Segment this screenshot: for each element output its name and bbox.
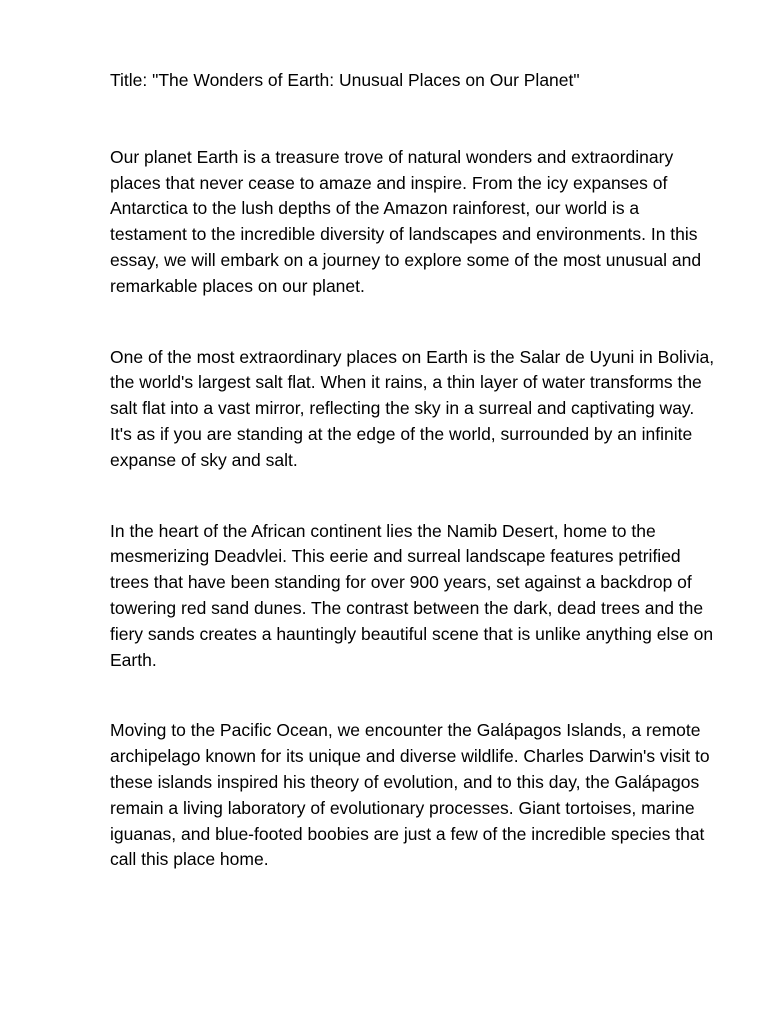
paragraph-galapagos: Moving to the Pacific Ocean, we encounter the Galápagos Islands, a remote archipelago known for its unique and diverse wildlife. Charles Darwin's visit to these islands inspired his theory of evolution, and to this day, the Galápagos remain a living laboratory of evolutionary processes. Giant tortoises, marine iguanas, and blue-footed boobies are just a few of the incredible species that call this place home. (110, 720, 710, 870)
paragraph-salar-de-uyuni: One of the most extraordinary places on Earth is the Salar de Uyuni in Bolivia, the world's largest salt flat. When it rains, a thin layer of water transforms the salt flat into a vast mirror, reflecting the sky in a surreal and captivating way. It's as if you are standing at the edge of the world, surrounded by an infinite expanse of sky and salt. (110, 346, 715, 470)
document-title: Title: "The Wonders of Earth: Unusual Places on Our Planet" (110, 70, 580, 90)
document-body (110, 68, 720, 918)
paragraph-namib-desert: In the heart of the African continent lies the Namib Desert, home to the mesmerizing Deadvlei. This eerie and surreal landscape features petrified trees that have been standing for over 900 years, set against a backdrop of towering red sand dunes. The contrast between the dark, dead trees and the fiery sands creates a hauntingly beautiful scene that is unlike anything else on Earth. (110, 520, 714, 670)
paragraph-intro: Our planet Earth is a treasure trove of natural wonders and extraordinary places that never cease to amaze and inspire. From the icy expanses of Antarctica to the lush depths of the Amazon rainforest, our world is a testament to the incredible diversity of landscapes and environments. In this essay, we will embark on a journey to explore some of the most unusual and remarkable places on our planet. (110, 146, 702, 296)
